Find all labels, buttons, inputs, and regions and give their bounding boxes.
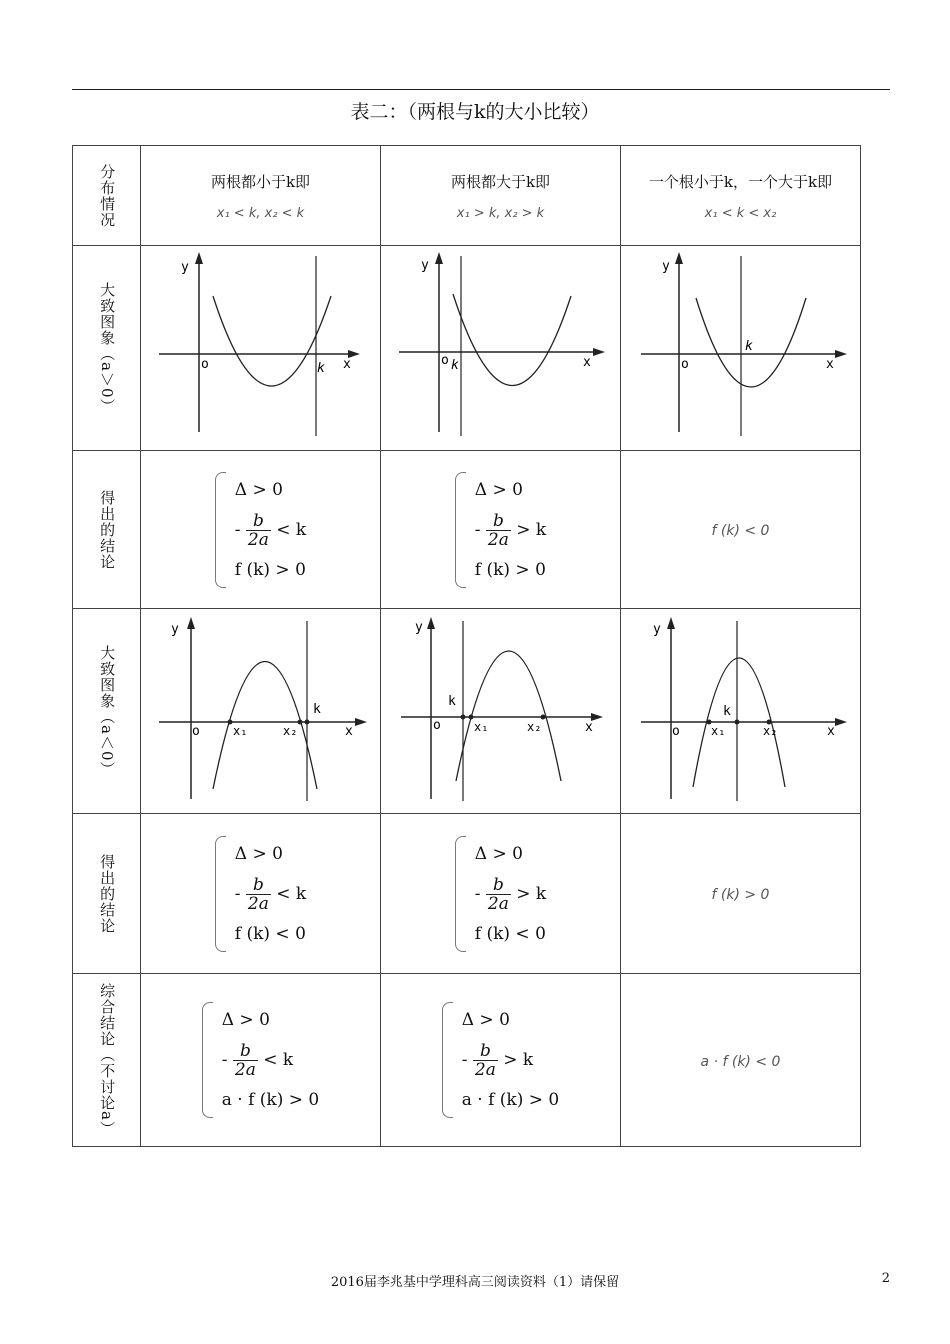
header-cell-2: [381, 146, 621, 246]
label-cell: [73, 146, 141, 246]
col1-condition: x₁ < k, x₂ < k: [216, 205, 305, 221]
label-cell: [73, 974, 141, 1147]
row-graph-neg: [73, 609, 861, 814]
page-number: 2: [881, 1271, 890, 1286]
origin-label: o: [433, 718, 441, 733]
y-label: y: [181, 260, 189, 275]
x-label: x: [585, 720, 593, 735]
axis-condition: - $\frac{b}{2a}$ < k: [234, 874, 307, 914]
graph-cell: [621, 609, 861, 814]
row-label-conclusion-neg: 得出的结论: [98, 853, 117, 934]
row-label-combined: 综合结论（不讨论a）: [98, 983, 117, 1137]
x1-label: x₁: [233, 724, 248, 738]
col1-title: 两根都小于k即: [210, 172, 311, 191]
k-label: k: [451, 358, 459, 373]
header-cell-1: [141, 146, 381, 246]
axis-condition: - $\frac{b}{2a}$ < k: [234, 510, 307, 550]
graph-neg-both-greater: [381, 609, 620, 809]
x1-label: x₁: [711, 724, 726, 738]
k-label: k: [448, 694, 456, 709]
col2-condition: x₁ > k, x₂ > k: [456, 205, 545, 221]
graph-cell: [621, 246, 861, 451]
axis-condition: - $\frac{b}{2a}$ > k: [474, 874, 547, 914]
graph-cell: [381, 609, 621, 814]
origin-label: o: [441, 353, 449, 368]
y-label: y: [171, 622, 179, 637]
comparison-table: [72, 145, 861, 1147]
x-label: x: [345, 724, 353, 739]
value-condition: f (k) > 0: [474, 559, 546, 580]
label-cell: [73, 451, 141, 609]
x2-label: x₂: [763, 724, 778, 738]
col2-title: 两根都大于k即: [450, 172, 551, 191]
conclusion-cell: [381, 451, 621, 609]
label-cell: [73, 609, 141, 814]
x-label: x: [583, 355, 591, 370]
row-label-conclusion-pos: 得出的结论: [98, 489, 117, 570]
delta-condition: Δ > 0: [474, 843, 523, 864]
origin-label: o: [192, 724, 200, 739]
row-distribution: [73, 146, 861, 246]
value-condition: f (k) > 0: [234, 559, 306, 580]
k-label: k: [745, 339, 753, 354]
conclusion-cell: [621, 974, 861, 1147]
condition-system: [455, 834, 546, 954]
conclusion-cell: [141, 451, 381, 609]
origin-label: o: [672, 724, 680, 739]
k-label: k: [313, 702, 321, 717]
axis-condition: - $\frac{b}{2a}$ > k: [461, 1041, 534, 1080]
y-label: y: [415, 620, 423, 635]
x1-label: x₁: [474, 720, 489, 734]
delta-condition: Δ > 0: [234, 479, 283, 500]
y-label: y: [421, 258, 429, 273]
axis-condition: - $\frac{b}{2a}$ > k: [474, 510, 547, 550]
row-combined: [73, 974, 861, 1147]
x-label: x: [827, 724, 835, 739]
delta-condition: Δ > 0: [461, 1010, 510, 1030]
condition-system: [215, 834, 306, 954]
conclusion-cell: [621, 451, 861, 609]
row-label-graph-neg: 大致图象（a＜0）: [98, 644, 117, 778]
graph-cell: [381, 246, 621, 451]
condition-system: [442, 1000, 559, 1120]
single-condition: f (k) > 0: [711, 887, 770, 903]
graph-neg-both-less: [141, 609, 380, 809]
x-label: x: [343, 357, 351, 372]
page-footer: 2016届李兆基中学理科高三阅读资料（1）请保留: [330, 1275, 620, 1290]
top-rule: [72, 89, 890, 90]
single-condition: a · f (k) < 0: [700, 1053, 781, 1070]
delta-condition: Δ > 0: [474, 479, 523, 500]
condition-system: [202, 1000, 319, 1120]
conclusion-cell: [381, 974, 621, 1147]
axis-condition: - $\frac{b}{2a}$ < k: [221, 1041, 294, 1080]
x-label: x: [826, 357, 834, 372]
row-label-distribution: 分布情况: [98, 163, 117, 228]
k-label: k: [723, 704, 731, 719]
y-label: y: [662, 259, 670, 274]
header-cell-3: [621, 146, 861, 246]
origin-label: o: [681, 357, 689, 372]
y-label: y: [653, 622, 661, 637]
graph-cell: [141, 246, 381, 451]
graph-pos-both-greater: [381, 246, 620, 446]
row-graph-pos: [73, 246, 861, 451]
conclusion-cell: [141, 814, 381, 974]
k-label: k: [317, 361, 325, 376]
col3-condition: x₁ < k < x₂: [704, 205, 777, 221]
graph-neg-straddle: [621, 609, 860, 809]
value-condition: a · f (k) > 0: [221, 1090, 320, 1110]
page-title: 表二：（两根与k的大小比较）: [350, 101, 600, 123]
row-conclusion-neg: [73, 814, 861, 974]
graph-pos-both-less: [141, 246, 380, 446]
col3-title: 一个根小于k，一个大于k即: [648, 172, 833, 191]
value-condition: f (k) < 0: [474, 923, 546, 944]
conclusion-cell: [621, 814, 861, 974]
row-conclusion-pos: [73, 451, 861, 609]
x2-label: x₂: [283, 724, 298, 738]
single-condition: f (k) < 0: [711, 523, 770, 539]
graph-pos-straddle: [621, 246, 860, 446]
value-condition: f (k) < 0: [234, 923, 306, 944]
conclusion-cell: [141, 974, 381, 1147]
graph-cell: [141, 609, 381, 814]
label-cell: [73, 246, 141, 451]
condition-system: [455, 470, 546, 590]
delta-condition: Δ > 0: [221, 1010, 270, 1030]
row-label-graph-pos: 大致图象（a＞0）: [98, 281, 117, 415]
value-condition: a · f (k) > 0: [461, 1090, 560, 1110]
delta-condition: Δ > 0: [234, 843, 283, 864]
x2-label: x₂: [527, 720, 542, 734]
label-cell: [73, 814, 141, 974]
condition-system: [215, 470, 306, 590]
origin-label: o: [201, 357, 209, 372]
conclusion-cell: [381, 814, 621, 974]
